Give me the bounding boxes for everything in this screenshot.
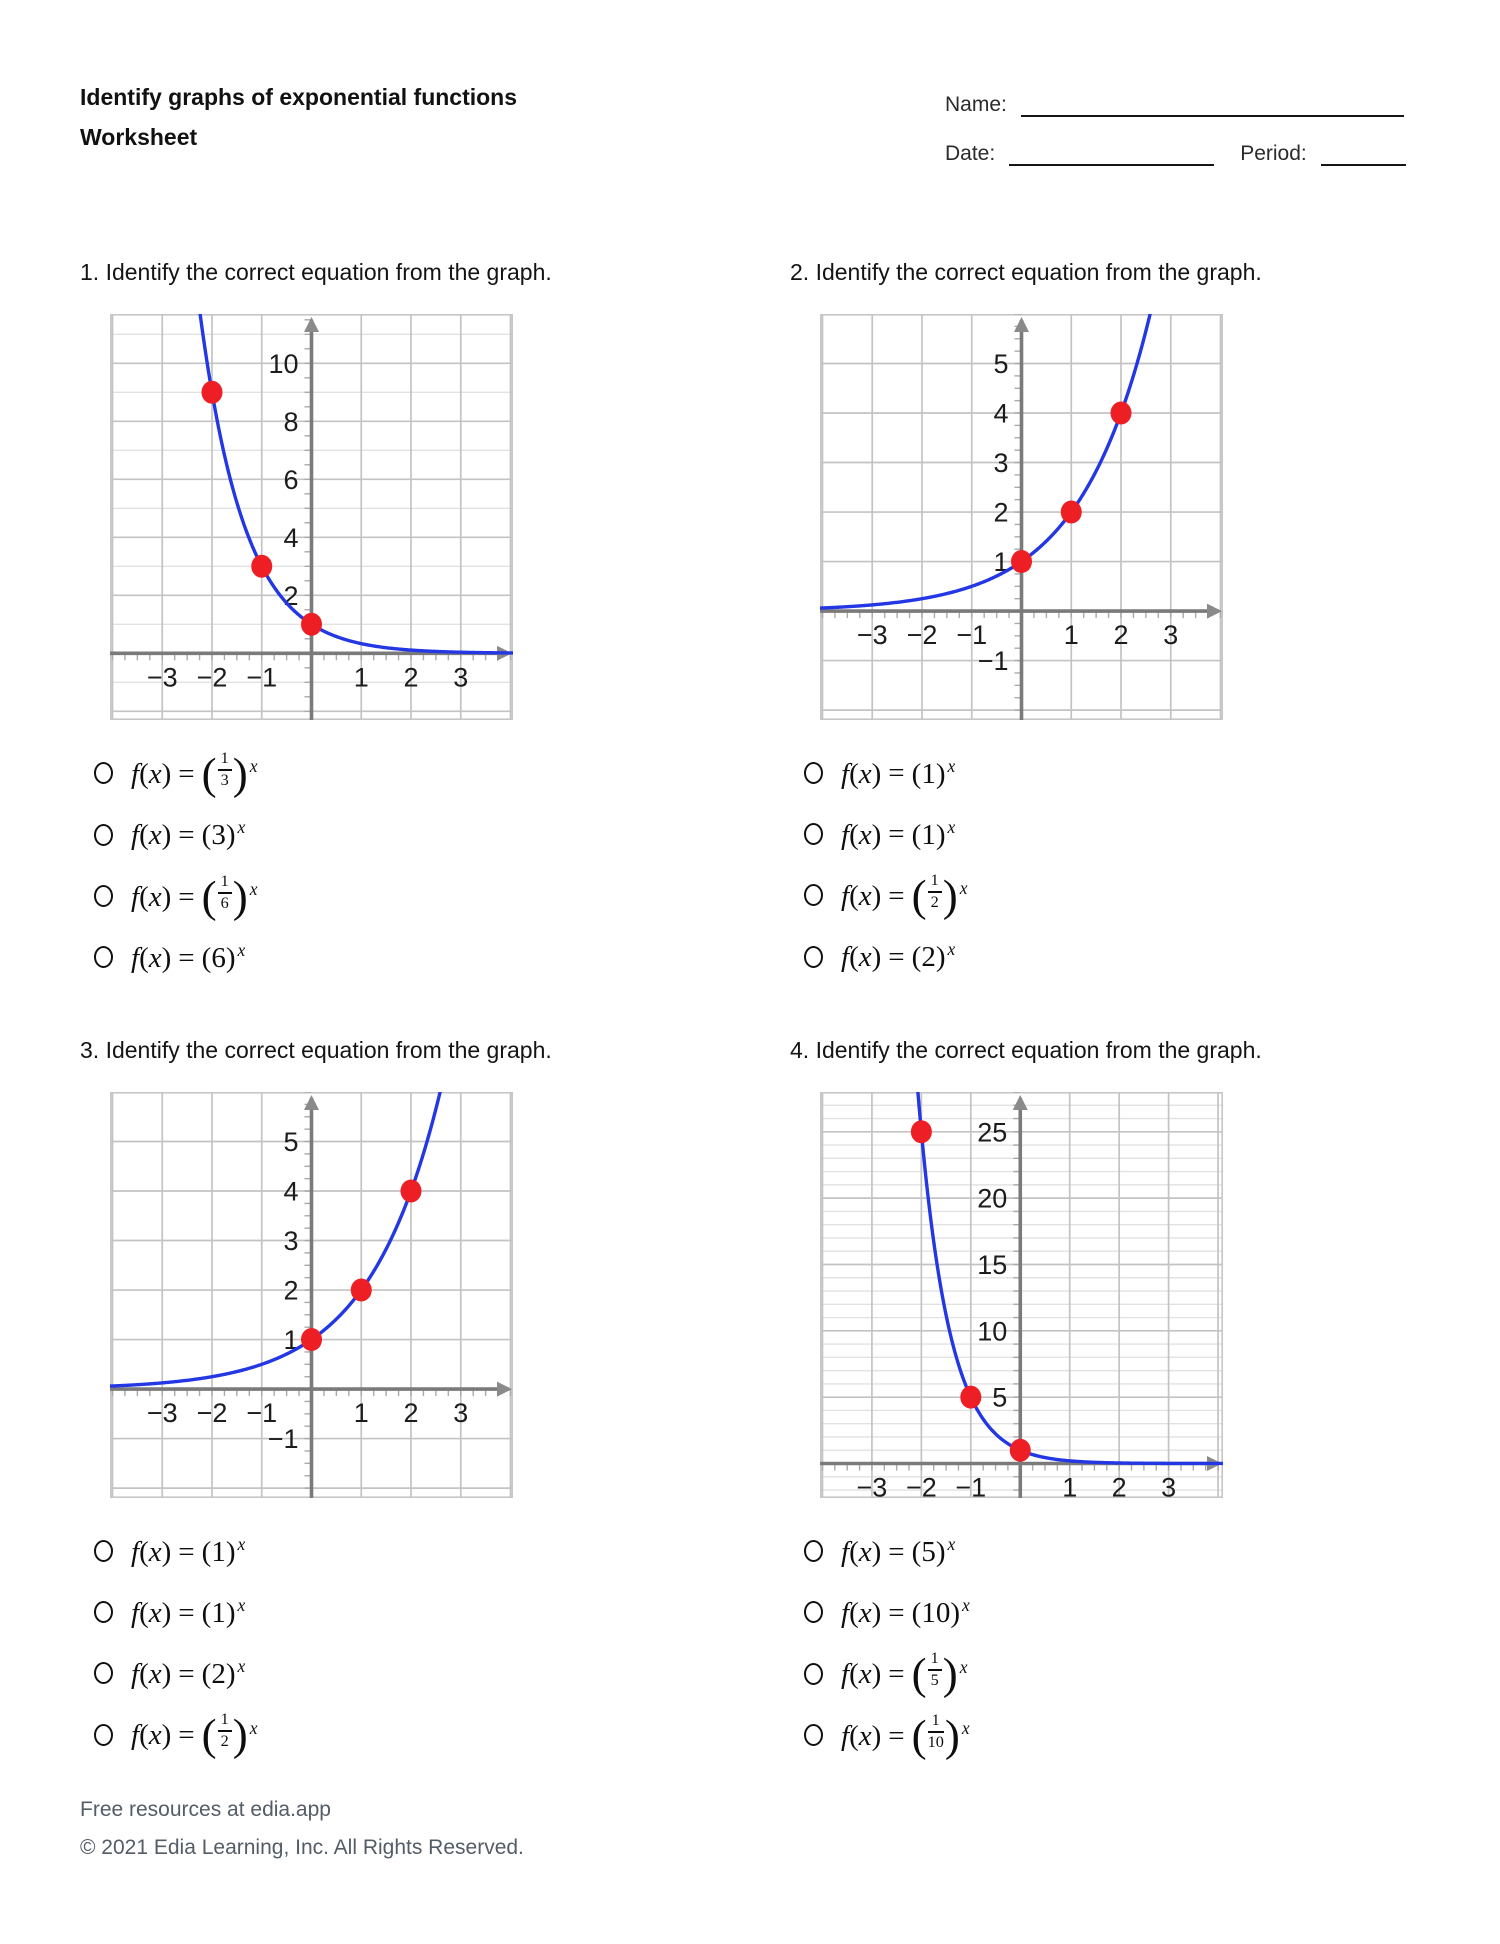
question-2-prompt: 2. Identify the correct equation from the graph.: [790, 259, 1262, 285]
answer-option-4-4[interactable]: [804, 1712, 1438, 1759]
question-4-graph: [820, 1092, 1223, 1498]
name-label: Name:: [945, 93, 1007, 116]
name-row: [945, 92, 1407, 117]
svg-text:4: 4: [283, 522, 299, 553]
svg-text:25: 25: [977, 1117, 1008, 1148]
data-point: [1011, 550, 1032, 573]
exponential-curve-plot-1: [110, 314, 513, 720]
data-point: [401, 1180, 422, 1203]
radio-button[interactable]: [804, 823, 823, 845]
data-point: [960, 1386, 981, 1409]
answer-option-2-1[interactable]: [804, 750, 1438, 796]
question-2: [790, 256, 1438, 980]
svg-text:−3: −3: [856, 620, 888, 651]
radio-button[interactable]: [804, 1724, 823, 1746]
question-3: [80, 1034, 728, 1761]
answer-option-2-4[interactable]: [804, 934, 1438, 980]
question-3-graph: [110, 1092, 513, 1498]
data-point: [301, 1328, 322, 1351]
radio-button[interactable]: [804, 1601, 823, 1623]
svg-text:5: 5: [283, 1127, 299, 1158]
svg-text:−3: −3: [856, 1472, 888, 1499]
question-4-prompt: 4. Identify the correct equation from the graph.: [790, 1037, 1262, 1064]
question-1-options: [94, 750, 728, 980]
svg-text:3: 3: [283, 1226, 299, 1257]
svg-text:3: 3: [453, 662, 469, 693]
answer-option-2-3[interactable]: [804, 872, 1438, 919]
fraction: $\frac{1}{6}$: [217, 873, 233, 913]
svg-text:10: 10: [977, 1316, 1008, 1347]
radio-button[interactable]: [804, 884, 823, 906]
questions-grid: [80, 256, 1440, 1759]
answer-option-1-2[interactable]: [94, 812, 728, 858]
footer-resources-text: Free resources at edia.app: [80, 1798, 331, 1821]
answer-option-4-1[interactable]: [804, 1528, 1438, 1574]
svg-text:1: 1: [353, 662, 369, 693]
svg-text:−1: −1: [956, 620, 988, 651]
equation-text: f(x) = (1) $^x$: [841, 755, 956, 790]
equation-text: f(x) = ( $\frac{1}{2}$ ) $^x$: [841, 870, 968, 921]
equation-text: f(x) = ( $\frac{1}{3}$ ) $^x$: [131, 748, 258, 799]
fraction: $\frac{1}{3}$: [217, 750, 233, 790]
answer-option-1-1[interactable]: [94, 750, 728, 797]
data-point: [911, 1121, 932, 1144]
radio-button[interactable]: [804, 1540, 823, 1562]
exponential-curve-plot-4: [820, 1092, 1223, 1498]
question-1: [80, 256, 728, 980]
equation-text: f(x) = (6) $^x$: [131, 939, 246, 974]
svg-text:3: 3: [1161, 1472, 1177, 1499]
equation-text: f(x) = (5) $^x$: [841, 1533, 956, 1568]
svg-text:2: 2: [403, 1398, 419, 1429]
answer-option-1-3[interactable]: [94, 873, 728, 920]
svg-text:1: 1: [353, 1398, 369, 1429]
svg-text:−1: −1: [246, 1398, 278, 1429]
svg-text:1: 1: [283, 1325, 299, 1356]
svg-text:5: 5: [993, 349, 1009, 380]
question-3-options: [94, 1528, 728, 1761]
answer-option-2-2[interactable]: [804, 811, 1438, 857]
radio-button[interactable]: [94, 885, 113, 907]
svg-text:2: 2: [403, 662, 419, 693]
equation-text: f(x) = ( $\frac{1}{10}$ ) $^x$: [841, 1710, 970, 1761]
answer-option-3-2[interactable]: [94, 1589, 728, 1635]
question-4-options: [804, 1528, 1438, 1761]
radio-button[interactable]: [804, 1663, 823, 1685]
svg-text:−1: −1: [267, 1424, 299, 1455]
answer-option-4-3[interactable]: [804, 1649, 1438, 1700]
exponential-curve-plot-3: [110, 1092, 513, 1498]
question-2-options: [804, 750, 1438, 980]
date-label: Date:: [945, 142, 996, 166]
answer-option-3-1[interactable]: [94, 1528, 728, 1574]
answer-option-3-4[interactable]: [94, 1710, 728, 1761]
svg-text:−1: −1: [955, 1472, 987, 1499]
equation-text: f(x) = (10) $^x$: [841, 1594, 970, 1629]
radio-button[interactable]: [94, 1662, 113, 1684]
equation-text: f(x) = ( $\frac{1}{2}$ ) $^x$: [131, 1710, 258, 1761]
worksheet-subtitle: Worksheet: [80, 124, 198, 150]
svg-text:1: 1: [1063, 620, 1079, 651]
svg-text:2: 2: [1111, 1472, 1127, 1499]
svg-text:−2: −2: [196, 662, 228, 693]
data-point: [251, 555, 272, 578]
exponential-curve-plot-2: [820, 314, 1223, 720]
fraction: $\frac{1}{5}$: [927, 1650, 943, 1690]
answer-option-1-4[interactable]: [94, 934, 728, 980]
svg-text:1: 1: [993, 547, 1009, 578]
svg-text:1: 1: [1062, 1472, 1078, 1499]
svg-text:4: 4: [283, 1176, 299, 1207]
equation-text: f(x) = (2) $^x$: [841, 939, 956, 974]
equation-text: f(x) = (1) $^x$: [131, 1533, 246, 1568]
data-point: [1010, 1439, 1031, 1462]
svg-text:3: 3: [993, 448, 1009, 479]
svg-text:−2: −2: [196, 1398, 228, 1429]
radio-button[interactable]: [94, 1540, 113, 1562]
svg-text:2: 2: [1113, 620, 1129, 651]
data-point: [1061, 501, 1082, 524]
data-point: [1111, 402, 1132, 425]
question-3-prompt: 3. Identify the correct equation from the graph.: [80, 1037, 552, 1064]
svg-text:15: 15: [977, 1250, 1008, 1281]
radio-button[interactable]: [94, 946, 113, 968]
svg-text:10: 10: [268, 348, 299, 379]
equation-text: f(x) = (1) $^x$: [131, 1594, 246, 1629]
data-point: [201, 381, 222, 404]
radio-button[interactable]: [94, 1601, 113, 1623]
svg-text:−3: −3: [146, 662, 178, 693]
equation-text: f(x) = ( $\frac{1}{5}$ ) $^x$: [841, 1649, 968, 1700]
svg-text:4: 4: [993, 398, 1009, 429]
question-2-graph: [820, 314, 1223, 720]
svg-text:6: 6: [283, 464, 299, 495]
equation-text: f(x) = (1) $^x$: [841, 816, 956, 851]
svg-text:−2: −2: [905, 1472, 937, 1499]
svg-text:3: 3: [453, 1398, 469, 1429]
equation-text: f(x) = ( $\frac{1}{6}$ ) $^x$: [131, 871, 258, 922]
equation-text: f(x) = (2) $^x$: [131, 1655, 246, 1690]
radio-button[interactable]: [94, 824, 113, 846]
date-period-row: [945, 141, 1407, 166]
question-1-graph: [110, 314, 513, 720]
fraction: $\frac{1}{2}$: [217, 1711, 233, 1751]
answer-option-4-2[interactable]: [804, 1589, 1438, 1635]
radio-button[interactable]: [94, 762, 113, 784]
svg-text:3: 3: [1163, 620, 1179, 651]
fraction: $\frac{1}{10}$: [927, 1711, 944, 1751]
date-blank-line[interactable]: [1009, 144, 1214, 166]
data-point: [301, 613, 322, 636]
svg-text:2: 2: [993, 497, 1009, 528]
radio-button[interactable]: [94, 1724, 113, 1746]
svg-text:20: 20: [977, 1184, 1008, 1215]
page-footer: [80, 1798, 524, 1874]
svg-text:−1: −1: [246, 662, 278, 693]
worksheet-title: Identify graphs of exponential functions: [80, 84, 518, 110]
question-4: [790, 1034, 1438, 1761]
period-blank-line[interactable]: [1321, 144, 1406, 166]
svg-text:5: 5: [992, 1383, 1008, 1414]
svg-text:−1: −1: [977, 646, 1009, 677]
svg-text:8: 8: [283, 406, 299, 437]
question-1-prompt: 1. Identify the correct equation from the graph.: [80, 259, 552, 285]
radio-button[interactable]: [804, 762, 823, 784]
data-point: [351, 1279, 372, 1302]
equation-text: f(x) = (3) $^x$: [131, 817, 246, 852]
answer-option-3-3[interactable]: [94, 1650, 728, 1696]
name-blank-line[interactable]: [1021, 95, 1404, 117]
svg-text:−2: −2: [906, 620, 938, 651]
footer-copyright-text: © 2021 Edia Learning, Inc. All Rights Reserved.: [80, 1836, 524, 1859]
svg-text:2: 2: [283, 1275, 299, 1306]
radio-button[interactable]: [804, 946, 823, 968]
fraction: $\frac{1}{2}$: [927, 872, 943, 912]
worksheet-title-block: [80, 86, 517, 149]
student-id-block: [945, 92, 1407, 166]
svg-text:2: 2: [283, 580, 299, 611]
svg-text:−3: −3: [146, 1398, 178, 1429]
period-label: Period:: [1240, 142, 1307, 166]
